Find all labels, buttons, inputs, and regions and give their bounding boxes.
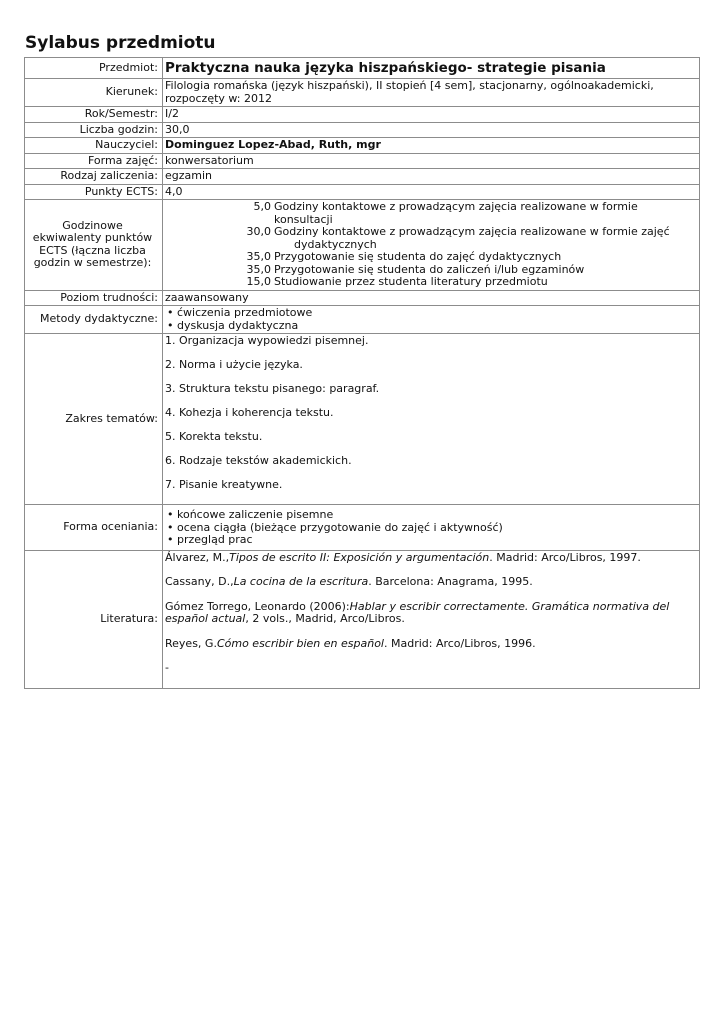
topic-item: 6. Rodzaje tekstów akademickich. bbox=[165, 454, 352, 467]
ects-hours-text-continued: dydaktycznych bbox=[294, 237, 377, 251]
row-difficulty bbox=[25, 290, 700, 306]
row-literature bbox=[25, 550, 700, 688]
ects-hours-amount: 35,0 bbox=[246, 250, 271, 263]
topic-item: 3. Struktura tekstu pisanego: paragraf. bbox=[165, 382, 380, 395]
ects-hours-amount: 5,0 bbox=[253, 200, 271, 213]
ects-hours-text: Studiowanie przez studenta literatury przedmiotu bbox=[274, 275, 548, 288]
assessment-item: • ocena ciągła (bieżące przygotowanie do zajęć i aktywność) bbox=[165, 522, 697, 535]
ects-hours-text: Przygotowanie się studenta do zajęć dydaktycznych bbox=[274, 250, 562, 263]
hours-count-value: 30,0 bbox=[163, 122, 700, 138]
literature-value bbox=[163, 550, 700, 688]
ects-hours-text: Godziny kontaktowe z prowadzącym zajęcia realizowane w formie konsultacji bbox=[274, 200, 638, 226]
year-semester-label: Rok/Semestr: bbox=[25, 107, 163, 123]
literature-item bbox=[165, 601, 697, 626]
literature-label: Literatura: bbox=[25, 550, 163, 688]
credit-type-label: Rodzaj zaliczenia: bbox=[25, 169, 163, 185]
row-ects-hours bbox=[25, 200, 700, 291]
literature-item bbox=[165, 552, 697, 565]
methods-value bbox=[163, 306, 700, 334]
ects-hours-description bbox=[274, 201, 697, 226]
methods-list bbox=[165, 307, 697, 332]
ects-hours-description bbox=[274, 251, 697, 264]
row-methods bbox=[25, 306, 700, 334]
row-credit-type bbox=[25, 169, 700, 185]
row-topics bbox=[25, 334, 700, 505]
literature-title: Tipos de escrito II: Exposición y argumentación bbox=[229, 550, 490, 564]
ects-hours-amount: 15,0 bbox=[246, 275, 271, 288]
literature-title: La cocina de la escritura bbox=[233, 575, 369, 588]
literature-publisher: . Madrid: Arco/Libros, 1997. bbox=[489, 550, 641, 564]
assessment-item: • przegląd prac bbox=[165, 534, 697, 547]
row-hours-count bbox=[25, 122, 700, 138]
ects-hours-description bbox=[274, 226, 697, 251]
direction-value: Filologia romańska (język hiszpański), II stopień [4 sem], stacjonarny, ogólnoakademicki, rozpoczęty w: 2012 bbox=[163, 79, 700, 107]
difficulty-value: zaawansowany bbox=[163, 290, 700, 306]
direction-label: Kierunek: bbox=[25, 79, 163, 107]
ects-points-value: 4,0 bbox=[163, 184, 700, 200]
row-teacher bbox=[25, 138, 700, 154]
page-title: Sylabus przedmiotu bbox=[25, 33, 216, 53]
literature-item bbox=[165, 662, 697, 675]
row-assessment bbox=[25, 505, 700, 551]
row-ects-points bbox=[25, 184, 700, 200]
ects-points-label: Punkty ECTS: bbox=[25, 184, 163, 200]
year-semester-value: I/2 bbox=[163, 107, 700, 123]
ects-hours-amount: 30,0 bbox=[246, 225, 271, 238]
literature-author: Álvarez, M., bbox=[165, 550, 230, 564]
credit-type-value: egzamin bbox=[163, 169, 700, 185]
topic-item: 1. Organizacja wypowiedzi pisemnej. bbox=[165, 334, 369, 347]
topic-item: 7. Pisanie kreatywne. bbox=[165, 478, 283, 491]
ects-hours-label: Godzinowe ekwiwalenty punktów ECTS (łączna liczba godzin w semestrze): bbox=[25, 200, 163, 291]
method-item: • ćwiczenia przedmiotowe bbox=[165, 307, 697, 320]
topic-item: 4. Kohezja i koherencja tekstu. bbox=[165, 406, 334, 419]
literature-item bbox=[165, 638, 697, 651]
literature-publisher: . Barcelona: Anagrama, 1995. bbox=[368, 575, 533, 588]
ects-hours-text: Przygotowanie się studenta do zaliczeń i/lub egzaminów bbox=[274, 262, 585, 276]
methods-label: Metody dydaktyczne: bbox=[25, 306, 163, 334]
assessment-list bbox=[165, 509, 697, 547]
topics-label: Zakres tematów: bbox=[25, 334, 163, 505]
assessment-item: • końcowe zaliczenie pisemne bbox=[165, 509, 697, 522]
row-year-semester bbox=[25, 107, 700, 123]
method-item: • dyskusja dydaktyczna bbox=[165, 320, 697, 333]
topic-item: 5. Korekta tekstu. bbox=[165, 430, 263, 443]
literature-author: Gómez Torrego, Leonardo (2006): bbox=[165, 599, 350, 613]
syllabus-table bbox=[24, 57, 700, 689]
topics-value bbox=[163, 334, 700, 505]
row-class-form bbox=[25, 153, 700, 169]
literature-author: Cassany, D., bbox=[165, 575, 234, 588]
ects-hours-amount: 35,0 bbox=[246, 262, 271, 276]
literature-item bbox=[165, 576, 697, 589]
ects-hours-text: Godziny kontaktowe z prowadzącym zajęcia realizowane w formie zajęć bbox=[274, 225, 670, 238]
literature-author: - bbox=[165, 661, 169, 674]
ects-hours-value bbox=[163, 200, 700, 291]
class-form-value: konwersatorium bbox=[163, 153, 700, 169]
literature-title: Cómo escribir bien en español bbox=[216, 636, 384, 650]
literature-author: Reyes, G. bbox=[165, 636, 217, 650]
assessment-label: Forma oceniania: bbox=[25, 505, 163, 551]
row-subject bbox=[25, 58, 700, 79]
topic-item: 2. Norma i użycie języka. bbox=[165, 358, 303, 371]
teacher-label: Nauczyciel: bbox=[25, 138, 163, 154]
ects-hours-description bbox=[274, 276, 697, 289]
row-direction bbox=[25, 79, 700, 107]
literature-title: Hablar y escribir correctamente. Gramática normativa del español actual bbox=[165, 599, 670, 625]
subject-value: Praktyczna nauka języka hiszpańskiego- strategie pisania bbox=[163, 58, 700, 79]
teacher-value: Dominguez Lopez-Abad, Ruth, mgr bbox=[163, 138, 700, 154]
class-form-label: Forma zajęć: bbox=[25, 153, 163, 169]
difficulty-label: Poziom trudności: bbox=[25, 290, 163, 306]
assessment-value bbox=[163, 505, 700, 551]
hours-count-label: Liczba godzin: bbox=[25, 122, 163, 138]
literature-publisher: . Madrid: Arco/Libros, 1996. bbox=[383, 636, 536, 650]
subject-label: Przedmiot: bbox=[25, 58, 163, 79]
literature-publisher: , 2 vols., Madrid, Arco/Libros. bbox=[245, 612, 405, 625]
ects-hours-list bbox=[165, 201, 697, 289]
